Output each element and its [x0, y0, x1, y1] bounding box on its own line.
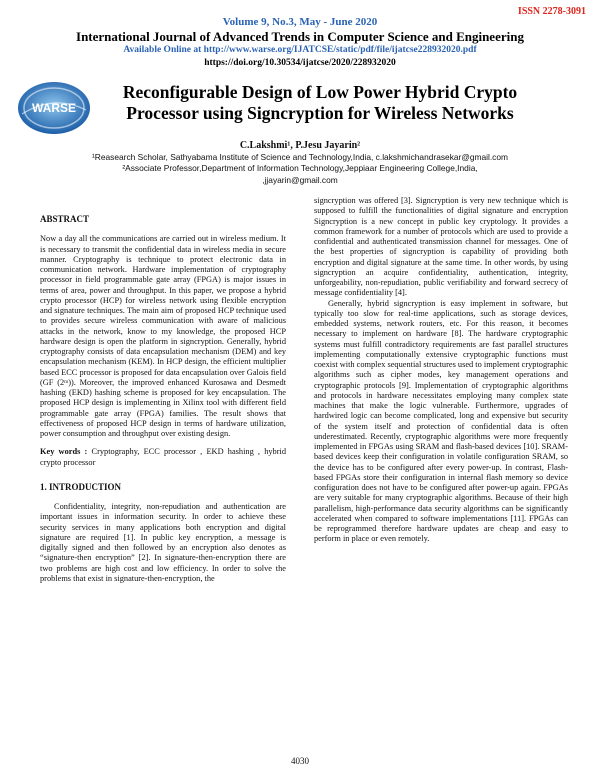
issn-label: ISSN 2278-3091	[517, 6, 586, 17]
page-number: 4030	[291, 756, 309, 766]
keywords-label: Key words :	[40, 447, 88, 457]
keywords-text: Cryptography, ECC processor , EKD hashing , hybrid crypto processor	[40, 447, 286, 467]
left-column	[40, 214, 286, 584]
affiliation-3: ,jjayarin@gmail.com	[262, 175, 338, 185]
warse-logo-text: WARSE	[31, 101, 77, 115]
volume-line: Volume 9, No.3, May - June 2020	[222, 16, 378, 28]
intro-heading: 1. INTRODUCTION	[40, 481, 122, 492]
authors: C.Lakshmi¹, P.Jesu Jayarin²	[239, 140, 361, 151]
paper-title	[60, 82, 580, 124]
right-column	[314, 196, 568, 545]
doi-link[interactable]: https://doi.org/10.30534/ijatcse/2020/228932020	[204, 58, 396, 68]
keywords	[40, 447, 286, 468]
abstract-text: Now a day all the communications are carried out in wireless medium. It is necessary to transmit the confidential data in wireless media in secure manner. Cryptography is technique to protect electronic data in communication network. Hardware implementation of cryptography processor in field programmable gate array (FPGA) is major issues in terms of area, power and throughput. In this paper, we propose a hybrid crypto processor (HCP) for wireless network using flexible encryption and signature techniques. The main aim of proposed HCP technique used to provides secure wireless communication with aware of malicious attacks in the network, know to my knowledge, the proposed HCP hardware design is open the platform in signcryption. Generally, hybrid cryptography consists of data encapsulation mechanism (DEM) and key encapsulation mechanism (KEM). In HCP design, the efficient multiplier based ECC processor is proposed for data encapsulation over Galois field (GF (2ᵐ)). Moreover, the improved enhanced Kurosawa and Desmedt hashing (EKD) hashing scheme is proposed for key encapsulation. The proposed HCP design is implementing in Xilinx tool with different field programmable gate array (FPGA) families. The result shows that effectiveness of proposed HCP design in terms of hardware utilization, power consumption and throughput over existing design.	[40, 234, 286, 438]
right-paragraph-1: signcryption was offered [3]. Signcryption is very new technique which is supposed to fulfill the functionalities of digital signature and encryption Signcryption is a new concept in public key cryptology. It provides a common framework for a number of protocols which are used to provide a confidential and authenticated transmission channel for messages. One of the best properties of signcryption is capability of providing both encryption and digital signature at the same time. In other words, by using signcryption an acquire confidentiality, authentication, integrity, unforgeability, non-repudiation, public verifiability and forward secrecy of message confidentiality [4].	[314, 196, 568, 298]
abstract-heading: ABSTRACT	[40, 214, 90, 224]
affiliation-2: ²Associate Professor,Department of Information Technology,Jeppiaar Engineering College,India,	[122, 163, 478, 173]
title-line-2: Processor using Signcryption for Wireless Networks	[126, 103, 514, 123]
available-online-link[interactable]: Available Online at http://www.warse.org/IJATCSE/static/pdf/file/ijatcse228932020.pdf	[123, 45, 477, 55]
right-paragraph-2: Generally, hybrid signcryption is easy implement in software, but typically too slow for real-time applications, such as storage devices, embedded systems, network routers, etc. For this reason, it becomes necessary to implement on hardware [8]. The hardware cryptographic systems must fulfill contradictory requirements are fast parallel structures implementing computationally extensive cryptographic functions must coexist with complex sequential structures used to implement cryptographic algorithms such as cipher modes, key management operations and cryptographic protocols [9]. Implementation of cryptographic algorithms and protocols in hardware necessitates employing many complex state machines that make the logic vulnerable. Furthermore, upgrades of hardwired logic can become complicated, long and expensive but security of the system itself and protection of confidential data is often underestimated. Recently, cryptographic algorithms were more frequently implemented in FPGAs using SRAM and flash-based devices [10]. SRAM-based devices keep their configuration in volatile configuration SRAM, so the device has to be configured after every power-up. In contrast, Flash-based FPGAs store their configuration in internal flash memory so device configuration does not have to be configured after power-up again. FPGAs are very suitable for many cryptographic algorithms. Because of their high parallelism, high-performance data security algorithms can be significantly accelerated when compared to software implementations [11]. FPGAs can be reprogrammed therefore hardware updates are cheap and easy to perform in place or even remotely.	[314, 298, 568, 544]
title-line-1: Reconfigurable Design of Low Power Hybrid Crypto	[122, 82, 518, 102]
affiliation-1: ¹Reasearch Scholar, Sathyabama Institute of Science and Technology,India, c.lakshmichandrasekar@gmail.com	[92, 152, 508, 162]
intro-text: Confidentiality, integrity, non-repudiation and authentication are important issues in information security. In order to achieve these security services in many applications both encryption and digital signature are required [1]. In public key encryption, a message is digitally signed and then followed by an encryption also denotes as “signature-then encryption” [2]. In signature-then-encryption there are two problems are high cost and low efficiency. In order to solve the problems that exist in signature-then-encryption, the	[40, 502, 286, 583]
journal-title: International Journal of Advanced Trends in Computer Science and Engineering	[76, 29, 524, 44]
